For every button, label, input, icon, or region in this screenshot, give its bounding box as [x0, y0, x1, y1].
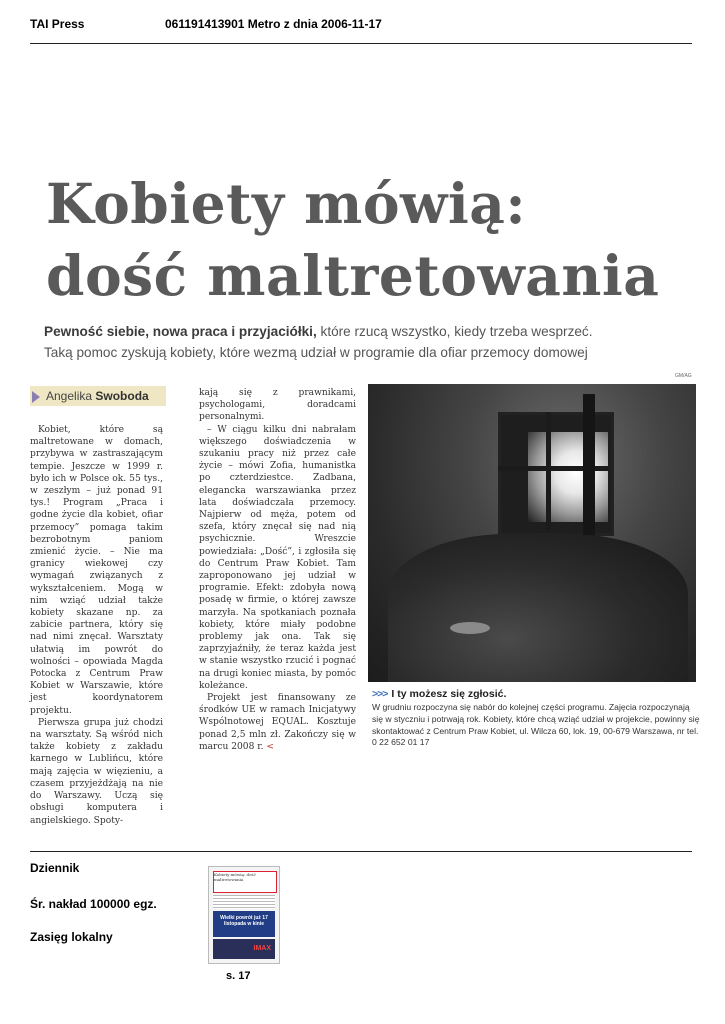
column2-paragraph-1: kają się z prawnikami, psychologami, doradcami personalnymi. [199, 388, 356, 423]
lead-bold: Pewność siebie, nowa praca i przyjaciółki, [44, 324, 317, 339]
distribution-range: Zasięg lokalny [30, 930, 113, 944]
publication-type: Dziennik [30, 861, 80, 875]
author-last-name: Swoboda [95, 389, 149, 403]
column2-paragraph-2: – W ciągu kilku dni nabrałam większego doświadczenia w szukaniu pracy niż przez całe życie – mówi Zofia, humanistka po czterdziestce. Zadbana, elegancka warszawianka przez lata doświadczała przemocy. Najpierw od męża, potem od szefa, który znęcał się nad nią psychicznie. Wreszcie powiedziała: „Dość”, i zgłosiła się do Centrum Praw Kobiet. Tam zaproponowano jej udział w programie. Efekt: zdobyła nową posadę w firmie, o której zawsze marzyła. Na spotkaniach poznała kobiety, które miały podobne problemy jak ona. Tak się zaprzyjaźniły, że teraz każda jest w stanie wszystko rzucić i pognać na drugi koniec miasta, by pomóc koleżance. [199, 424, 356, 691]
info-box-heading: I ty możesz się zgłosić. [391, 688, 507, 700]
author-first-name: Angelika [46, 389, 93, 403]
article-photo [368, 384, 696, 682]
agency-name: TAI Press [30, 17, 85, 31]
article-column-2 [199, 387, 356, 753]
thumbnail-headline: Kobiety mówią: dość maltretowania [213, 871, 277, 893]
headline-line-2: dość maltretowania [46, 243, 660, 308]
footer-divider [30, 851, 692, 852]
info-box-text: W grudniu rozpoczyna się nabór do kolejnej części programu. Zajęcia rozpoczynają się w styczniu i potrwają rok. Kobiety, które chcą wziąć udział w projekcie, powinny się skontaktować z Centrum Praw Kobiet, ul. Wilcza 60, lok. 19, 00-679 Warszawa, nr tel. 0 22 652 01 17 [372, 702, 700, 748]
page-thumbnail [208, 866, 280, 964]
byline-arrow-icon [32, 391, 40, 403]
lead-line-2: Taką pomoc zyskują kobiety, które wezmą udział w programie dla ofiar przemocy domowej [44, 345, 588, 360]
byline [30, 386, 166, 406]
headline-line-1: Kobiety mówią: [46, 171, 527, 236]
end-of-article-icon: < [266, 741, 275, 752]
thumbnail-promo: Wielki powrót już 17 listopada w kinie [213, 911, 275, 937]
photo-credit: GM/AG [675, 373, 692, 379]
triple-arrow-icon: >>> [372, 688, 388, 700]
column2-paragraph-3: Projekt jest finansowany ze środków UE w ramach Inicjatywy Wspólnotowej EQUAL. Kosztuje ponad 2,5 mln zł. Zakończy się w marcu 2008 r. [199, 693, 356, 752]
lead-paragraph [44, 321, 704, 363]
thumbnail-text-lines [213, 895, 275, 909]
headline [46, 168, 696, 312]
article-column-1 [30, 424, 163, 827]
thumbnail-brand: IMAX [213, 939, 275, 959]
clipping-reference: 061191413901 Metro z dnia 2006-11-17 [165, 17, 382, 31]
header-divider [30, 43, 692, 44]
lead-rest: które rzucą wszystko, kiedy trzeba wesprzeć. [316, 324, 593, 339]
column1-paragraph-1: Kobiet, które są maltretowane w domach, przybywa w zastraszającym tempie. Jeszcze w 1999 r. było ich w Polsce ok. 55 tys., w zeszłym – już ponad 91 tys.! Program „Praca i godne życie dla kobiet, ofiar przemocy” pomaga takim bezrobotnym paniom zmienić życie. – Nie ma granicy wiekowej czy wymagań związanych z wykształceniem. Mogą w nim wziąć udział także kobiety skazane np. za zabicie partnera, który się nad nimi znęcał. Warsztaty ułatwią im powrót do wolności – opowiada Magda Potocka z Centrum Praw Kobiet w Warszawie, które jest koordynatorem projektu. [30, 425, 163, 716]
page-number: s. 17 [226, 970, 251, 982]
info-box-title [372, 688, 702, 700]
column1-paragraph-2: Pierwsza grupa już chodzi na warsztaty. Są wśród nich także kobiety z zakładu karnego w Lublińcu, które mają zajęcia w więzieniu, a czasem przyjeżdżają na nie do Warszawy. Uczą się obsługi komputera i angielskiego. Spoty- [30, 717, 163, 826]
circulation: Śr. nakład 100000 egz. [30, 897, 157, 911]
